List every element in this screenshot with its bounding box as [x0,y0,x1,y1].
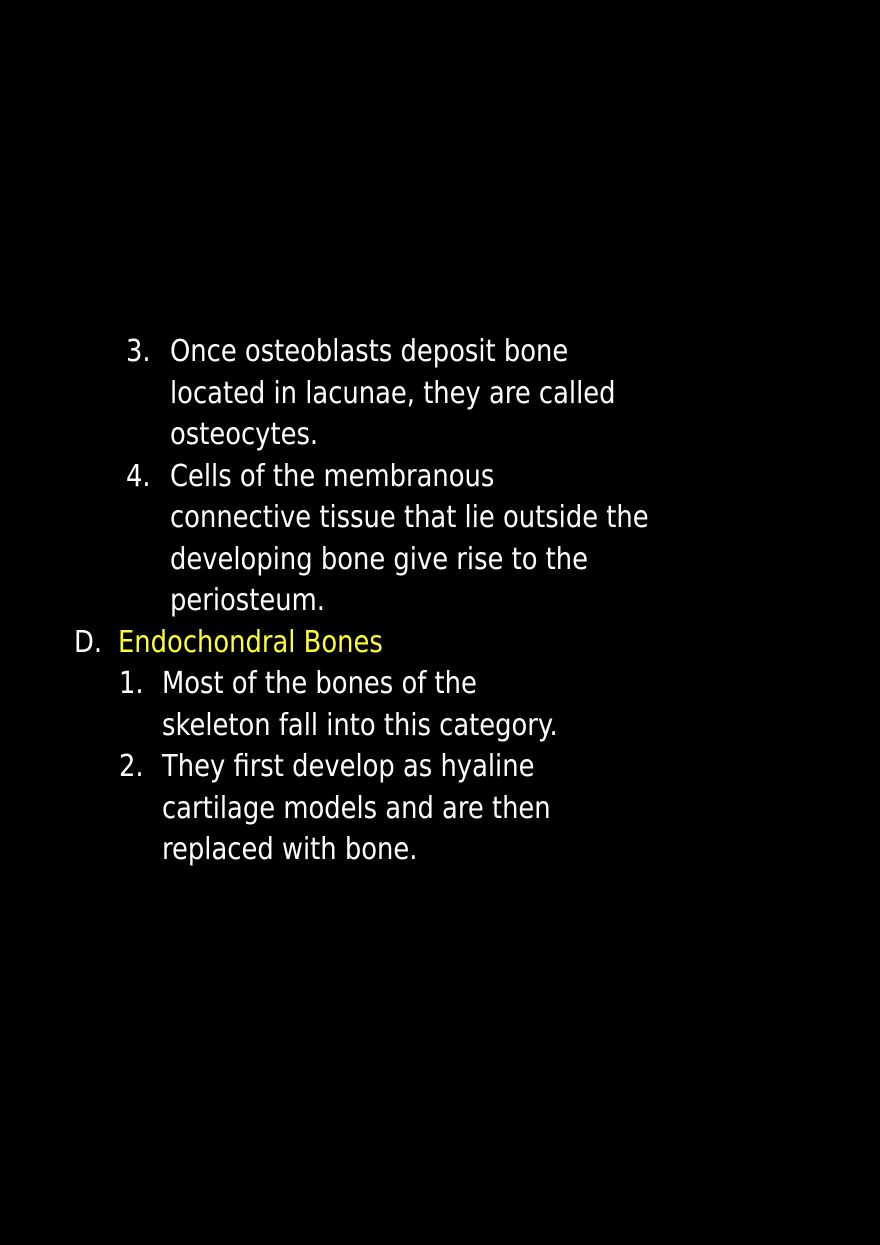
item-text-line: periosteum. [170,583,325,618]
item-text-line: Cells of the membranous [170,458,495,494]
item-text-line: They first develop as hyaline [162,749,535,784]
section-letter: D. [74,624,103,660]
item-text-line: located in lacunae, they are called [170,375,616,411]
item-number: 3. [126,334,151,369]
item-text-line: Once osteoblasts deposit bone [170,334,569,369]
section-title: Endochondral Bones [118,624,383,660]
item-number: 4. [126,458,151,494]
item-text-line: skeleton fall into this category. [162,707,558,743]
item-number: 2. [119,749,144,784]
item-text-line: cartilage models and are then [162,790,551,826]
item-text-line: Most of the bones of the [162,666,477,701]
item-text-line: developing bone give rise to the [170,541,589,577]
item-text-line: connective tissue that lie outside the [170,500,649,535]
item-number: 1. [119,666,144,701]
item-text-line: replaced with bone. [162,832,418,867]
item-text-line: osteocytes. [170,417,319,452]
